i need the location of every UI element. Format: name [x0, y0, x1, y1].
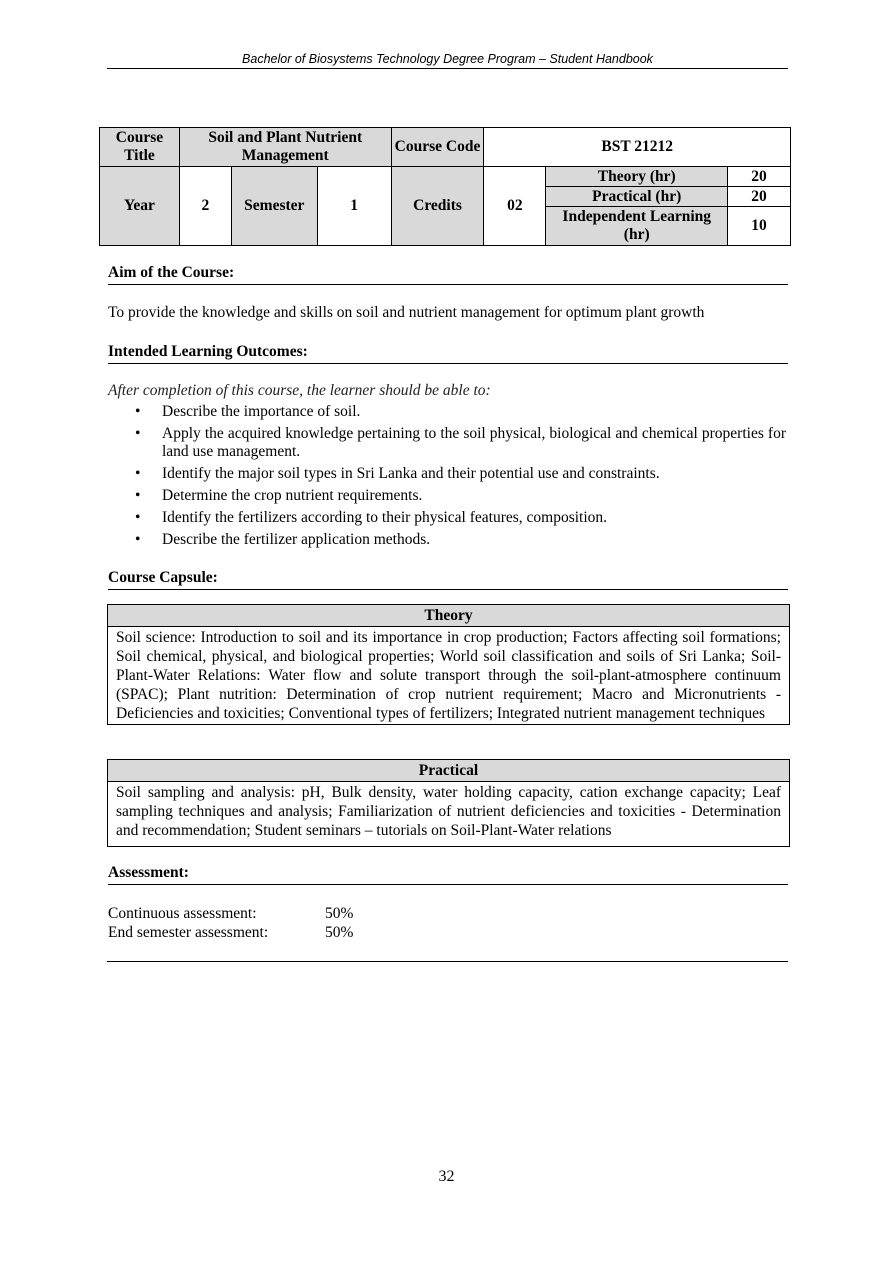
theory-box — [107, 604, 790, 725]
bullet-icon: • — [135, 403, 141, 420]
course-title-value: Soil and Plant Nutrient Management — [179, 128, 391, 167]
bullet-icon: • — [135, 465, 141, 482]
capsule-heading: Course Capsule: — [108, 569, 788, 590]
aim-heading: Aim of the Course: — [108, 264, 788, 285]
course-code-label: Course Code — [391, 128, 484, 167]
list-item: • Describe the importance of soil. — [135, 403, 361, 420]
course-info-table — [99, 127, 791, 246]
credits-label: Credits — [391, 167, 484, 246]
credits-value: 02 — [484, 167, 546, 246]
list-item: • Determine the crop nutrient requirements. — [135, 487, 423, 504]
bottom-divider — [107, 961, 788, 962]
semester-value: 1 — [317, 167, 391, 246]
bullet-icon: • — [135, 509, 141, 526]
theory-box-text: Soil science: Introduction to soil and its importance in crop production; Factors affecting soil formations; Soil chemical, physical, and biological properties; World soil classification and soils of Sri Lanka; Soil-Plant-Water Relations: Water flow and solute transport through the soil-plant-atmosphere continuum (SPAC); Plant nutrition: Determination of crop nutrient requirement; Macro and Micronutrients - Deficiencies and toxicities; Conventional types of fertilizers; Integrated nutrient management techniques — [108, 627, 790, 725]
ilo-intro: After completion of this course, the learner should be able to: — [108, 382, 491, 399]
bullet-icon: • — [135, 487, 141, 504]
page-header: Bachelor of Biosystems Technology Degree Program – Student Handbook — [107, 52, 788, 69]
assessment-row — [108, 923, 353, 942]
list-item: • Identify the fertilizers according to their physical features, composition. — [135, 509, 608, 526]
list-item: • Apply the acquired knowledge pertaining to the soil physical, biological and chemical properties for land use management. — [135, 425, 786, 460]
practical-box — [107, 759, 790, 847]
theory-box-heading: Theory — [108, 605, 790, 627]
theory-hours-label: Theory (hr) — [546, 167, 728, 187]
bullet-icon: • — [135, 425, 141, 442]
aim-text: To provide the knowledge and skills on soil and nutrient management for optimum plant growth — [108, 304, 705, 321]
assessment-heading: Assessment: — [108, 864, 788, 885]
theory-hours-value: 20 — [728, 167, 791, 187]
course-code-value: BST 21212 — [484, 128, 791, 167]
assessment-value: 50% — [325, 905, 354, 922]
course-title-label: Course Title — [100, 128, 180, 167]
assessment-row — [108, 904, 353, 923]
year-value: 2 — [179, 167, 231, 246]
independent-learning-value: 10 — [728, 207, 791, 246]
assessment-label: Continuous assessment: — [108, 905, 257, 922]
practical-box-heading: Practical — [108, 760, 790, 782]
practical-box-text: Soil sampling and analysis: pH, Bulk density, water holding capacity, cation exchange capacity; Leaf sampling techniques and analysis; Familiarization of nutrient deficiencies and toxicities - Determination and recommendation; Student seminars – tutorials on Soil-Plant-Water relations — [108, 782, 790, 847]
practical-hours-value: 20 — [728, 187, 791, 207]
independent-learning-label: Independent Learning (hr) — [546, 207, 728, 246]
practical-hours-label: Practical (hr) — [546, 187, 728, 207]
ilo-heading: Intended Learning Outcomes: — [108, 343, 788, 364]
assessment-value: 50% — [325, 924, 354, 941]
semester-label: Semester — [231, 167, 317, 246]
list-item: • Identify the major soil types in Sri Lanka and their potential use and constraints. — [135, 465, 660, 482]
ilo-list — [108, 403, 786, 553]
page-number: 32 — [438, 1168, 455, 1185]
year-label: Year — [100, 167, 180, 246]
list-item: • Describe the fertilizer application methods. — [135, 531, 431, 548]
bullet-icon: • — [135, 531, 141, 548]
assessment-list — [108, 904, 353, 942]
assessment-label: End semester assessment: — [108, 924, 269, 941]
